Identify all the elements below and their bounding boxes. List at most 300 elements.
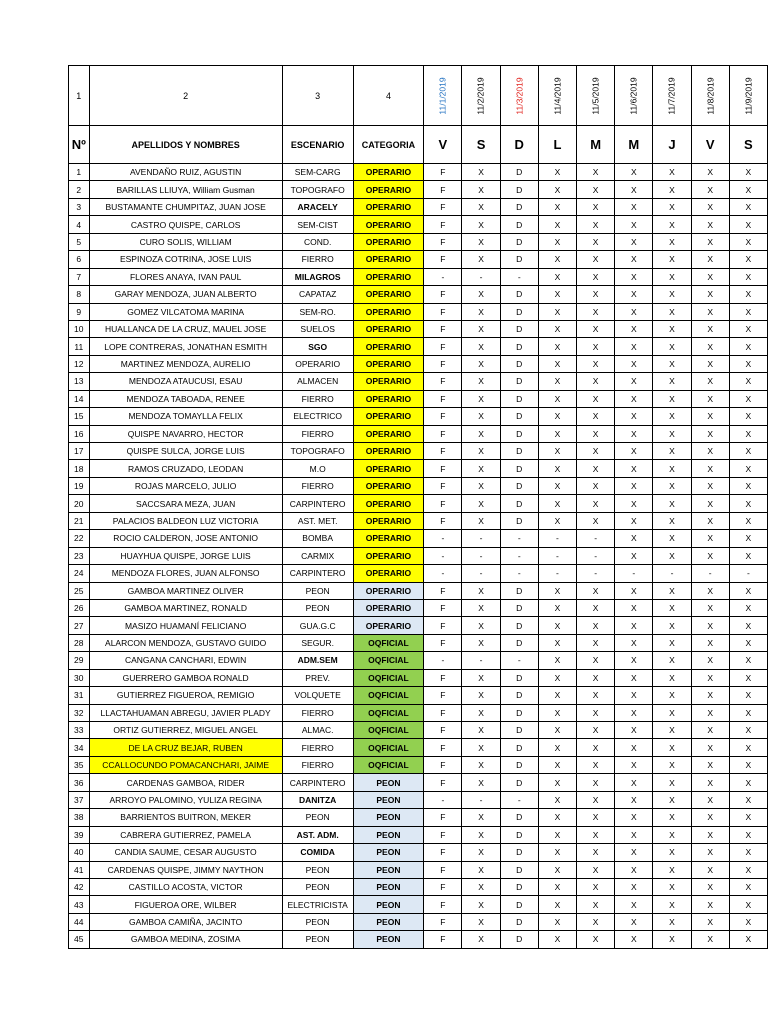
employee-name: CABRERA GUTIERREZ, PAMELA <box>89 826 282 843</box>
attendance-mark: D <box>500 216 538 233</box>
row-number: 1 <box>69 164 90 181</box>
attendance-mark: - <box>462 565 500 582</box>
attendance-mark: X <box>653 338 691 355</box>
table-row <box>69 791 768 808</box>
table-row <box>69 599 768 616</box>
attendance-mark: X <box>653 722 691 739</box>
col-number-1: 1 <box>69 66 90 126</box>
category-cell: OQFICIAL <box>353 687 424 704</box>
attendance-mark: F <box>424 722 462 739</box>
employee-name: RAMOS CRUZADO, LEODAN <box>89 460 282 477</box>
category-cell: OPERARIO <box>353 320 424 337</box>
table-row <box>69 756 768 773</box>
attendance-mark: X <box>653 739 691 756</box>
category-cell: OPERARIO <box>353 286 424 303</box>
attendance-mark: X <box>653 355 691 372</box>
attendance-mark: X <box>615 268 653 285</box>
day-header-3: D <box>500 126 538 164</box>
attendance-mark: X <box>729 320 767 337</box>
table-row <box>69 303 768 320</box>
attendance-mark: X <box>729 896 767 913</box>
attendance-mark: X <box>691 233 729 250</box>
row-number: 45 <box>69 931 90 948</box>
attendance-mark: F <box>424 704 462 721</box>
employee-name: CANGANA CANCHARI, EDWIN <box>89 652 282 669</box>
table-row <box>69 286 768 303</box>
attendance-mark: X <box>615 756 653 773</box>
attendance-mark: - <box>500 268 538 285</box>
table-row <box>69 809 768 826</box>
attendance-mark: X <box>462 617 500 634</box>
employee-name: MASIZO HUAMANÍ FELICIANO <box>89 617 282 634</box>
day-header-9: S <box>729 126 767 164</box>
row-number: 12 <box>69 355 90 372</box>
employee-name: LOPE CONTRERAS, JONATHAN ESMITH <box>89 338 282 355</box>
attendance-mark: F <box>424 495 462 512</box>
attendance-mark: X <box>615 617 653 634</box>
scenario-cell: ALMAC. <box>282 722 353 739</box>
attendance-mark: X <box>615 878 653 895</box>
scenario-cell: FIERRO <box>282 756 353 773</box>
row-number: 25 <box>69 582 90 599</box>
attendance-mark: X <box>462 669 500 686</box>
date-header-5 <box>577 66 615 126</box>
attendance-mark: X <box>691 477 729 494</box>
attendance-mark: X <box>577 495 615 512</box>
attendance-mark: X <box>729 477 767 494</box>
table-row <box>69 878 768 895</box>
attendance-mark: F <box>424 913 462 930</box>
attendance-mark: X <box>538 338 576 355</box>
category-cell: OPERARIO <box>353 495 424 512</box>
category-cell: OPERARIO <box>353 425 424 442</box>
attendance-mark: X <box>538 477 576 494</box>
attendance-mark: D <box>500 774 538 791</box>
scenario-cell: PREV. <box>282 669 353 686</box>
attendance-mark: X <box>729 913 767 930</box>
attendance-mark: F <box>424 826 462 843</box>
attendance-mark: X <box>729 216 767 233</box>
scenario-cell: SEM-CIST <box>282 216 353 233</box>
attendance-mark: - <box>729 565 767 582</box>
attendance-mark: X <box>538 687 576 704</box>
row-number: 20 <box>69 495 90 512</box>
attendance-mark: X <box>615 303 653 320</box>
table-row <box>69 739 768 756</box>
attendance-mark: X <box>729 443 767 460</box>
category-cell: PEON <box>353 809 424 826</box>
attendance-mark: F <box>424 198 462 215</box>
employee-name: CARDENAS GAMBOA, RIDER <box>89 774 282 791</box>
attendance-mark: F <box>424 425 462 442</box>
attendance-mark: X <box>729 355 767 372</box>
employee-name: CASTILLO ACOSTA, VICTOR <box>89 878 282 895</box>
attendance-mark: X <box>538 599 576 616</box>
attendance-mark: X <box>538 791 576 808</box>
date-label: 11/4/2019 <box>552 76 563 115</box>
row-number: 17 <box>69 443 90 460</box>
attendance-mark: F <box>424 164 462 181</box>
attendance-mark: X <box>538 844 576 861</box>
attendance-mark: X <box>577 268 615 285</box>
attendance-mark: X <box>615 826 653 843</box>
attendance-mark: X <box>577 844 615 861</box>
attendance-mark: X <box>653 233 691 250</box>
attendance-mark: X <box>729 233 767 250</box>
attendance-mark: D <box>500 844 538 861</box>
attendance-mark: X <box>462 704 500 721</box>
attendance-mark: F <box>424 460 462 477</box>
table-row <box>69 826 768 843</box>
attendance-mark: X <box>615 286 653 303</box>
table-row <box>69 722 768 739</box>
employee-name: ARROYO PALOMINO, YULIZA REGINA <box>89 791 282 808</box>
category-cell: OPERARIO <box>353 565 424 582</box>
attendance-mark: F <box>424 774 462 791</box>
category-cell: OPERARIO <box>353 233 424 250</box>
attendance-mark: - <box>538 565 576 582</box>
row-number: 4 <box>69 216 90 233</box>
employee-name: MARTINEZ MENDOZA, AURELIO <box>89 355 282 372</box>
attendance-mark: X <box>462 233 500 250</box>
attendance-mark: X <box>538 878 576 895</box>
attendance-mark: X <box>729 286 767 303</box>
attendance-mark: F <box>424 687 462 704</box>
employee-name: GUERRERO GAMBOA RONALD <box>89 669 282 686</box>
category-cell: OQFICIAL <box>353 756 424 773</box>
attendance-mark: X <box>462 251 500 268</box>
attendance-mark: X <box>615 477 653 494</box>
attendance-mark: X <box>462 774 500 791</box>
employee-name: HUALLANCA DE LA CRUZ, MAUEL JOSE <box>89 320 282 337</box>
attendance-mark: X <box>691 931 729 948</box>
attendance-mark: X <box>729 425 767 442</box>
table-row <box>69 913 768 930</box>
attendance-mark: X <box>462 373 500 390</box>
attendance-mark: X <box>691 722 729 739</box>
attendance-mark: X <box>653 652 691 669</box>
row-number: 37 <box>69 791 90 808</box>
attendance-mark: X <box>538 390 576 407</box>
row-number: 2 <box>69 181 90 198</box>
row-number: 23 <box>69 547 90 564</box>
attendance-mark: F <box>424 896 462 913</box>
scenario-cell: SUELOS <box>282 320 353 337</box>
attendance-mark: X <box>577 477 615 494</box>
attendance-mark: X <box>729 460 767 477</box>
row-number: 9 <box>69 303 90 320</box>
attendance-mark: - <box>424 565 462 582</box>
employee-name: GOMEZ VILCATOMA MARINA <box>89 303 282 320</box>
scenario-cell: VOLQUETE <box>282 687 353 704</box>
attendance-mark: X <box>615 443 653 460</box>
attendance-mark: X <box>729 931 767 948</box>
row-number: 24 <box>69 565 90 582</box>
scenario-cell: CARMIX <box>282 547 353 564</box>
scenario-cell: BOMBA <box>282 530 353 547</box>
category-cell: PEON <box>353 791 424 808</box>
category-cell: OPERARIO <box>353 181 424 198</box>
attendance-mark: X <box>653 878 691 895</box>
attendance-mark: X <box>653 599 691 616</box>
attendance-mark: X <box>538 756 576 773</box>
attendance-mark: D <box>500 355 538 372</box>
attendance-mark: D <box>500 931 538 948</box>
attendance-mark: X <box>538 198 576 215</box>
category-cell: OQFICIAL <box>353 722 424 739</box>
category-cell: OPERARIO <box>353 443 424 460</box>
attendance-mark: X <box>577 826 615 843</box>
date-label: 11/6/2019 <box>628 76 639 115</box>
table-row <box>69 373 768 390</box>
attendance-mark: X <box>691 425 729 442</box>
attendance-mark: X <box>615 861 653 878</box>
attendance-mark: X <box>577 251 615 268</box>
attendance-mark: - <box>653 565 691 582</box>
scenario-cell: ALMACEN <box>282 373 353 390</box>
category-cell: PEON <box>353 844 424 861</box>
employee-name: GAMBOA MEDINA, ZOSIMA <box>89 931 282 948</box>
category-cell: OPERARIO <box>353 408 424 425</box>
attendance-mark: X <box>653 408 691 425</box>
row-number: 34 <box>69 739 90 756</box>
attendance-mark: X <box>462 408 500 425</box>
attendance-mark: X <box>577 320 615 337</box>
attendance-mark: X <box>615 547 653 564</box>
scenario-cell: SEGUR. <box>282 634 353 651</box>
attendance-mark: X <box>615 408 653 425</box>
attendance-mark: X <box>653 547 691 564</box>
attendance-mark: X <box>538 408 576 425</box>
attendance-mark: - <box>577 547 615 564</box>
attendance-mark: F <box>424 669 462 686</box>
attendance-mark: D <box>500 495 538 512</box>
date-label: 11/8/2019 <box>705 76 716 115</box>
date-header-1 <box>424 66 462 126</box>
attendance-mark: X <box>691 390 729 407</box>
attendance-mark: - <box>691 565 729 582</box>
attendance-mark: X <box>653 617 691 634</box>
attendance-mark: X <box>462 338 500 355</box>
attendance-mark: X <box>691 512 729 529</box>
employee-name: ROJAS MARCELO, JULIO <box>89 477 282 494</box>
category-cell: PEON <box>353 913 424 930</box>
attendance-mark: X <box>691 687 729 704</box>
attendance-mark: X <box>653 477 691 494</box>
category-cell: PEON <box>353 878 424 895</box>
attendance-mark: - <box>500 652 538 669</box>
row-number: 18 <box>69 460 90 477</box>
attendance-mark: X <box>462 582 500 599</box>
attendance-mark: X <box>691 286 729 303</box>
attendance-mark: X <box>462 687 500 704</box>
category-cell: OPERARIO <box>353 303 424 320</box>
row-number: 31 <box>69 687 90 704</box>
attendance-mark: X <box>653 826 691 843</box>
attendance-mark: D <box>500 669 538 686</box>
attendance-mark: D <box>500 599 538 616</box>
employee-name: CARDENAS QUISPE, JIMMY NAYTHON <box>89 861 282 878</box>
attendance-mark: F <box>424 512 462 529</box>
attendance-mark: F <box>424 861 462 878</box>
attendance-mark: X <box>691 913 729 930</box>
attendance-mark: X <box>729 634 767 651</box>
row-number: 16 <box>69 425 90 442</box>
row-number: 10 <box>69 320 90 337</box>
attendance-mark: X <box>462 443 500 460</box>
table-row <box>69 669 768 686</box>
attendance-mark: X <box>577 443 615 460</box>
attendance-mark: - <box>538 530 576 547</box>
attendance-mark: X <box>538 652 576 669</box>
attendance-mark: F <box>424 931 462 948</box>
attendance-mark: X <box>691 355 729 372</box>
attendance-mark: X <box>577 617 615 634</box>
attendance-mark: X <box>615 582 653 599</box>
attendance-mark: X <box>577 286 615 303</box>
scenario-cell: COND. <box>282 233 353 250</box>
attendance-mark: X <box>577 704 615 721</box>
attendance-mark: D <box>500 425 538 442</box>
date-header-4 <box>538 66 576 126</box>
row-number: 3 <box>69 198 90 215</box>
attendance-mark: X <box>462 198 500 215</box>
row-number: 39 <box>69 826 90 843</box>
employee-name: ROCIO CALDERON, JOSE ANTONIO <box>89 530 282 547</box>
table-row <box>69 443 768 460</box>
row-number: 15 <box>69 408 90 425</box>
attendance-mark: X <box>653 373 691 390</box>
attendance-mark: X <box>462 390 500 407</box>
category-cell: OPERARIO <box>353 268 424 285</box>
row-number: 33 <box>69 722 90 739</box>
attendance-mark: - <box>500 547 538 564</box>
scenario-cell: PEON <box>282 582 353 599</box>
employee-name: CCALLOCUNDO POMACANCHARI, JAIME <box>89 756 282 773</box>
attendance-mark: X <box>577 408 615 425</box>
table-row <box>69 652 768 669</box>
attendance-mark: X <box>538 512 576 529</box>
scenario-cell: ELECTRICO <box>282 408 353 425</box>
category-cell: OPERARIO <box>353 530 424 547</box>
attendance-mark: X <box>577 425 615 442</box>
attendance-mark: X <box>653 303 691 320</box>
attendance-mark: X <box>615 844 653 861</box>
attendance-mark: X <box>577 896 615 913</box>
attendance-mark: - <box>500 791 538 808</box>
attendance-mark: X <box>538 443 576 460</box>
attendance-mark: F <box>424 233 462 250</box>
attendance-mark: X <box>615 164 653 181</box>
attendance-mark: X <box>615 913 653 930</box>
attendance-mark: D <box>500 861 538 878</box>
employee-name: AVENDAÑO RUIZ, AGUSTIN <box>89 164 282 181</box>
attendance-mark: X <box>729 198 767 215</box>
table-row <box>69 844 768 861</box>
attendance-mark: X <box>538 913 576 930</box>
row-number: 8 <box>69 286 90 303</box>
attendance-mark: - <box>577 565 615 582</box>
attendance-mark: F <box>424 634 462 651</box>
attendance-mark: X <box>615 599 653 616</box>
scenario-cell: PEON <box>282 809 353 826</box>
date-label: 11/2/2019 <box>476 76 487 115</box>
row-number: 27 <box>69 617 90 634</box>
employee-name: HUAYHUA QUISPE, JORGE LUIS <box>89 547 282 564</box>
attendance-mark: F <box>424 809 462 826</box>
attendance-mark: X <box>691 582 729 599</box>
attendance-mark: X <box>577 687 615 704</box>
attendance-mark: D <box>500 373 538 390</box>
employee-name: MENDOZA FLORES, JUAN ALFONSO <box>89 565 282 582</box>
scenario-cell: MILAGROS <box>282 268 353 285</box>
attendance-mark: X <box>691 809 729 826</box>
day-header-7: J <box>653 126 691 164</box>
attendance-mark: - <box>500 565 538 582</box>
attendance-mark: X <box>653 669 691 686</box>
attendance-mark: X <box>615 320 653 337</box>
attendance-mark: X <box>691 216 729 233</box>
attendance-mark: X <box>653 425 691 442</box>
employee-name: GAMBOA CAMIÑA, JACINTO <box>89 913 282 930</box>
attendance-mark: D <box>500 809 538 826</box>
attendance-mark: F <box>424 582 462 599</box>
attendance-mark: - <box>462 547 500 564</box>
attendance-mark: X <box>729 547 767 564</box>
table-row <box>69 495 768 512</box>
employee-name: BARILLAS LLIUYA, William Gusman <box>89 181 282 198</box>
attendance-mark: X <box>691 164 729 181</box>
attendance-mark: X <box>691 547 729 564</box>
attendance-mark: F <box>424 408 462 425</box>
table-row <box>69 896 768 913</box>
attendance-mark: X <box>577 861 615 878</box>
category-cell: OPERARIO <box>353 599 424 616</box>
employee-name: BUSTAMANTE CHUMPITAZ, JUAN JOSE <box>89 198 282 215</box>
attendance-mark: X <box>729 687 767 704</box>
attendance-mark: X <box>462 355 500 372</box>
employee-name: BARRIENTOS BUITRON, MEKER <box>89 809 282 826</box>
attendance-mark: X <box>577 303 615 320</box>
attendance-mark: X <box>653 495 691 512</box>
attendance-table <box>68 65 768 949</box>
attendance-mark: X <box>729 268 767 285</box>
table-row <box>69 216 768 233</box>
attendance-mark: X <box>653 512 691 529</box>
attendance-mark: X <box>462 216 500 233</box>
category-cell: PEON <box>353 896 424 913</box>
attendance-mark: X <box>653 320 691 337</box>
attendance-mark: X <box>615 704 653 721</box>
table-row <box>69 704 768 721</box>
scenario-cell: PEON <box>282 931 353 948</box>
attendance-mark: - <box>424 530 462 547</box>
table-row <box>69 617 768 634</box>
employee-name: CURO SOLIS, WILLIAM <box>89 233 282 250</box>
day-header-6: M <box>615 126 653 164</box>
attendance-mark: X <box>462 913 500 930</box>
attendance-mark: D <box>500 826 538 843</box>
category-cell: OPERARIO <box>353 164 424 181</box>
attendance-mark: X <box>538 373 576 390</box>
attendance-mark: X <box>462 164 500 181</box>
row-number: 29 <box>69 652 90 669</box>
attendance-mark: X <box>729 791 767 808</box>
attendance-mark: X <box>729 774 767 791</box>
attendance-mark: D <box>500 756 538 773</box>
scenario-cell: GUA.G.C <box>282 617 353 634</box>
attendance-mark: X <box>615 634 653 651</box>
